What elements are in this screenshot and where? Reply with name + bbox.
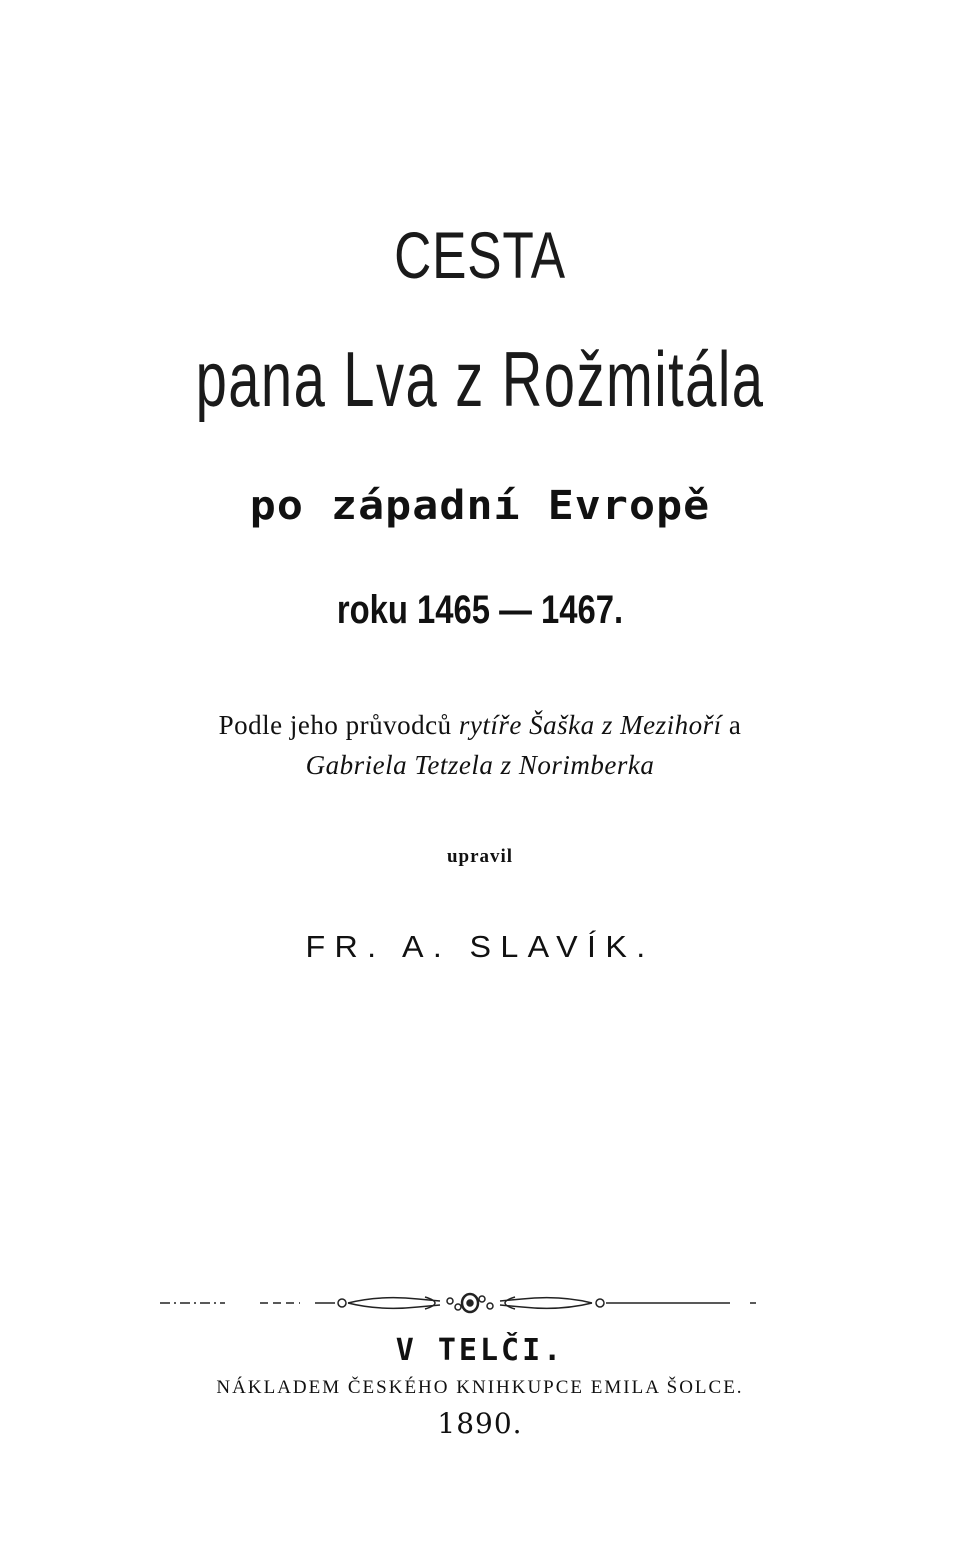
sources-text: Podle jeho průvodců bbox=[218, 710, 459, 740]
years-subtitle: roku 1465 — 1467. bbox=[336, 588, 624, 632]
ornament-divider bbox=[150, 1289, 790, 1317]
sources-conjunction: a bbox=[721, 710, 742, 740]
author-name: FR. A. SLAVÍK. bbox=[305, 929, 655, 964]
editor-label: upravil bbox=[446, 846, 514, 867]
sources-author-1: rytíře Šaška z Mezihoří bbox=[458, 710, 722, 740]
sources-line-2 bbox=[0, 752, 960, 779]
publication-place: V TELČI. bbox=[395, 1333, 565, 1368]
publisher: NÁKLADEM ČESKÉHO KNIHKUPCE EMILA ŠOLCE. bbox=[216, 1377, 744, 1398]
sources-author-2: Gabriela Tetzela z Norimberka bbox=[305, 750, 655, 780]
title-line-2: pana Lva z Rožmitála bbox=[195, 335, 765, 423]
publication-year: 1890. bbox=[437, 1407, 523, 1440]
sources-line-1 bbox=[0, 712, 960, 739]
region-subtitle: po západní Evropě bbox=[249, 483, 711, 529]
title-line-1: CESTA bbox=[394, 218, 566, 292]
